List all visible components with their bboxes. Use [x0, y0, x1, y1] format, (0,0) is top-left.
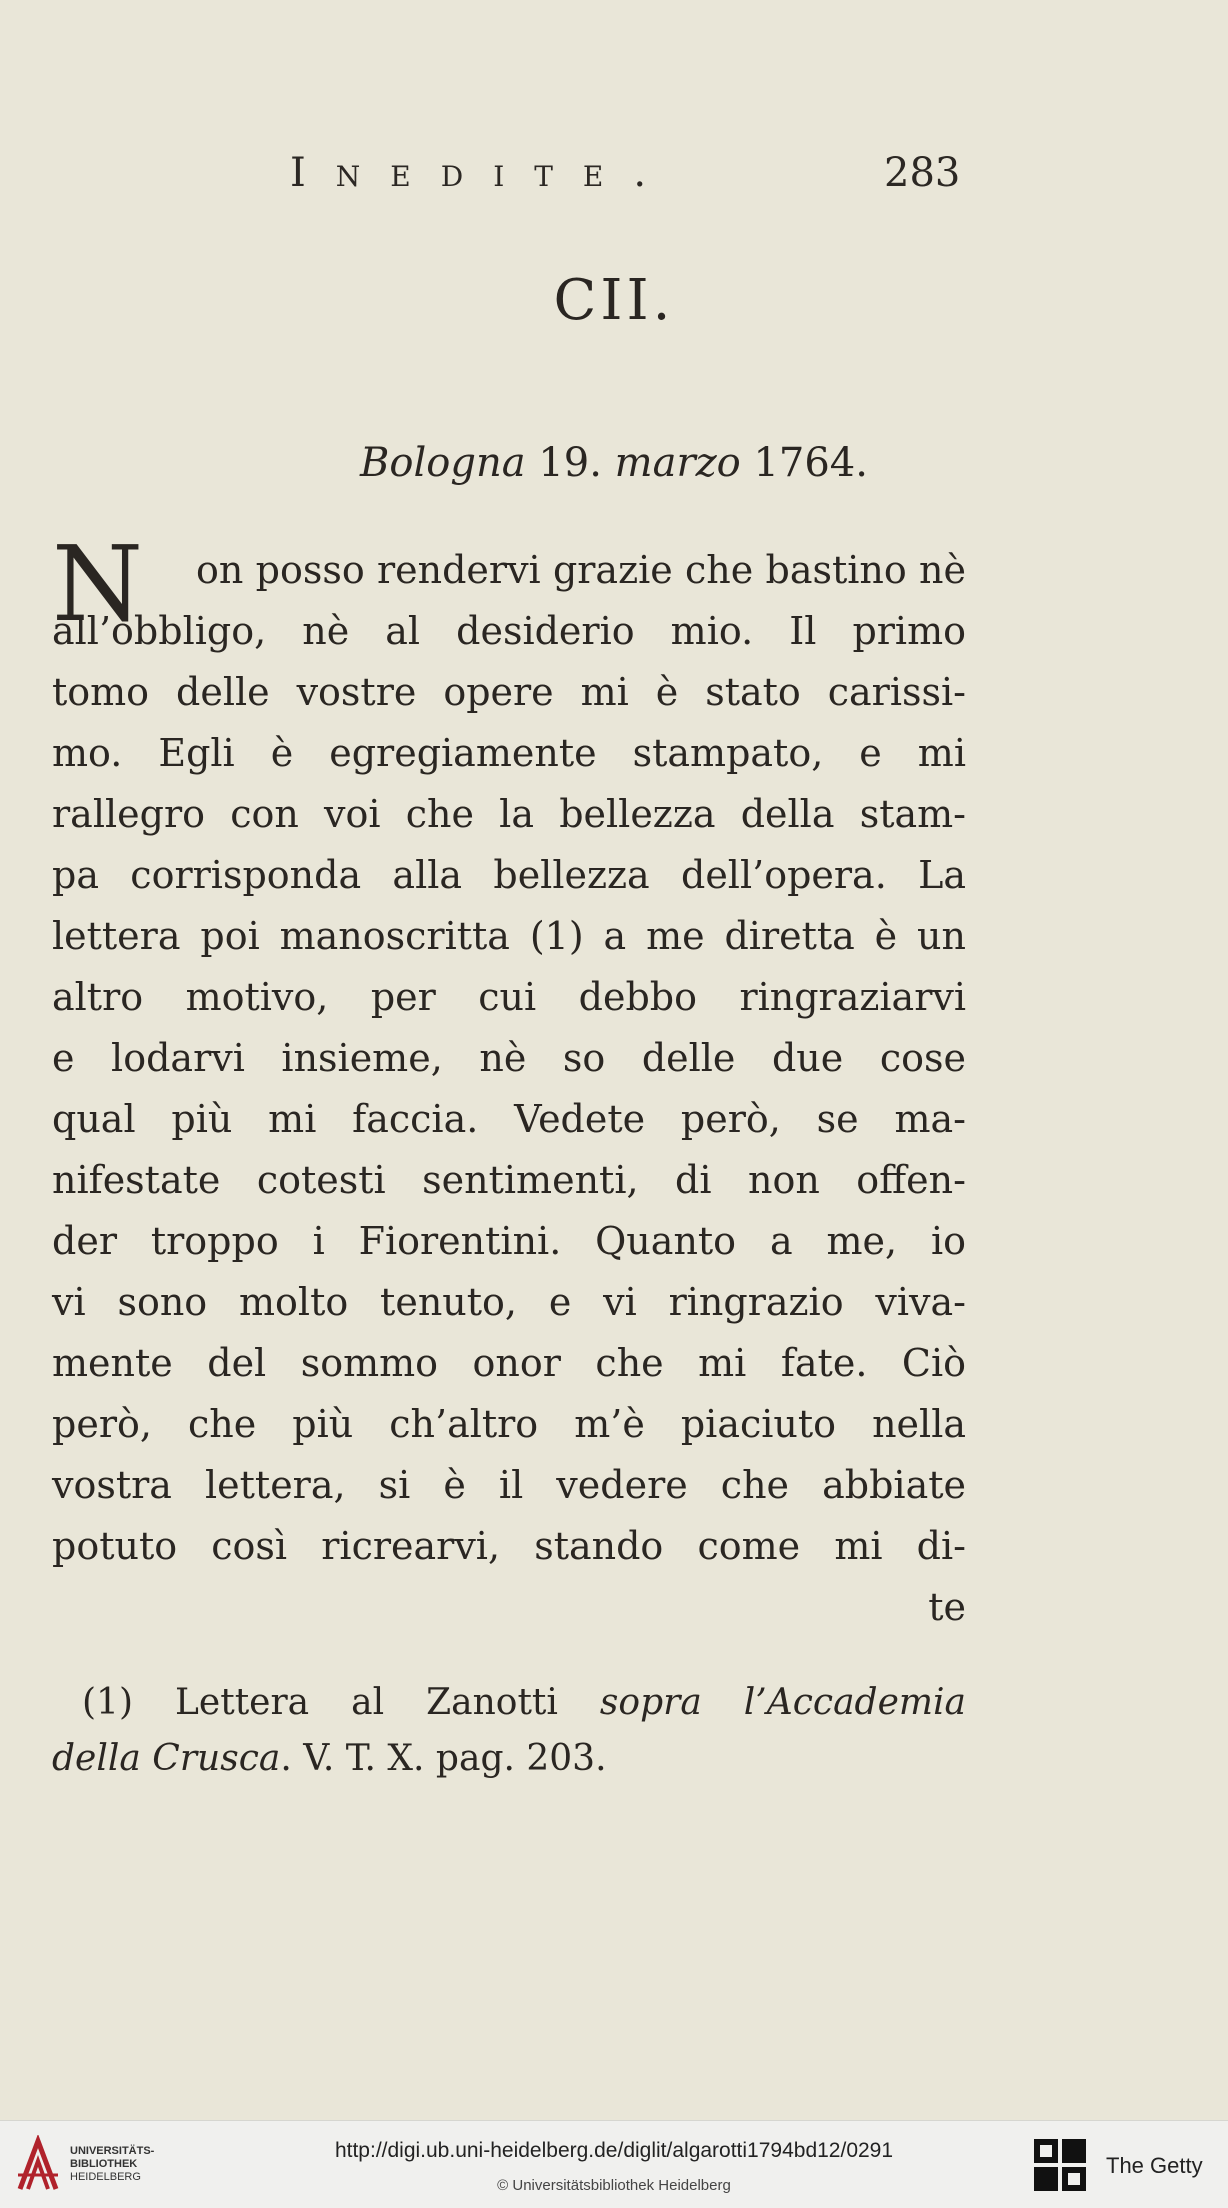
body-line: all’obbligo, nè al desiderio mio. Il primo: [52, 609, 966, 653]
footnote-text: . V. T. X. pag. 203.: [280, 1738, 607, 1779]
dateline-year: 1764.: [753, 440, 868, 486]
body-line: rallegro con voi che la bellezza della stam-: [52, 792, 966, 836]
partner-name: The Getty: [1106, 2153, 1203, 2178]
viewer-footer: [0, 2120, 1228, 2208]
page-number: 283: [884, 150, 961, 196]
body-line: potuto così ricrearvi, stando come mi di-: [52, 1524, 966, 1568]
footnote: [52, 1675, 966, 1787]
body-line: mente del sommo onor che mi fate. Ciò: [52, 1341, 966, 1385]
body-line: vi sono molto tenuto, e vi ringrazio viva-: [52, 1280, 966, 1324]
library-name-line: BIBLIOTHEK: [70, 2158, 138, 2170]
dateline-month: marzo: [614, 440, 741, 486]
footnote-mark: (1): [82, 1682, 133, 1723]
body-line: pa corrisponda alla bellezza dell’opera. La: [52, 853, 966, 897]
body-line: nifestate cotesti sentimenti, di non offen-: [52, 1158, 966, 1202]
body-line: lettera poi manoscritta (1) a me diretta è un: [52, 914, 966, 958]
permalink-url[interactable]: http://digi.ub.uni-heidelberg.de/diglit/algarotti1794bd12/0291: [334, 2139, 894, 2162]
footnote-line-1: [52, 1675, 966, 1731]
copyright-notice: © Universitätsbibliothek Heidelberg: [497, 2177, 731, 2194]
drop-cap: N: [52, 523, 143, 645]
body-line: altro motivo, per cui debbo ringraziarvi: [52, 975, 966, 1019]
footnote-text: Lettera al Zanotti: [175, 1682, 558, 1723]
body-line: der troppo i Fiorentini. Quanto a me, io: [52, 1219, 966, 1263]
letter-number: CII.: [553, 268, 675, 333]
footnote-line-2: [52, 1731, 966, 1787]
getty-logo-icon[interactable]: [1032, 2137, 1088, 2193]
dateline: [0, 440, 1228, 486]
body-line: però, che più ch’altro m’è piaciuto nella: [52, 1402, 966, 1446]
dateline-day: 19.: [538, 440, 602, 486]
library-name-line: UNIVERSITÄTS-: [70, 2145, 155, 2157]
footnote-italic: sopra l’Accademia: [599, 1682, 966, 1723]
body-line: mo. Egli è egregiamente stampato, e mi: [52, 731, 966, 775]
body-line: tomo delle vostre opere mi è stato carissi-: [52, 670, 966, 714]
library-name-line: HEIDELBERG: [70, 2171, 141, 2183]
body-line: on posso rendervi grazie che bastino nè: [196, 548, 966, 592]
dateline-place: Bologna: [360, 440, 526, 486]
letter-body: [52, 523, 966, 1638]
body-line: qual più mi faccia. Vedete però, se ma-: [52, 1097, 966, 1141]
running-head: [0, 140, 1228, 200]
catchword: te: [928, 1585, 966, 1629]
running-head-title: Inedite.: [290, 150, 677, 196]
footnote-italic: della Crusca: [52, 1738, 281, 1779]
body-line: vostra lettera, si è il vedere che abbiate: [52, 1463, 966, 1507]
body-line: e lodarvi insieme, nè so delle due cose: [52, 1036, 966, 1080]
